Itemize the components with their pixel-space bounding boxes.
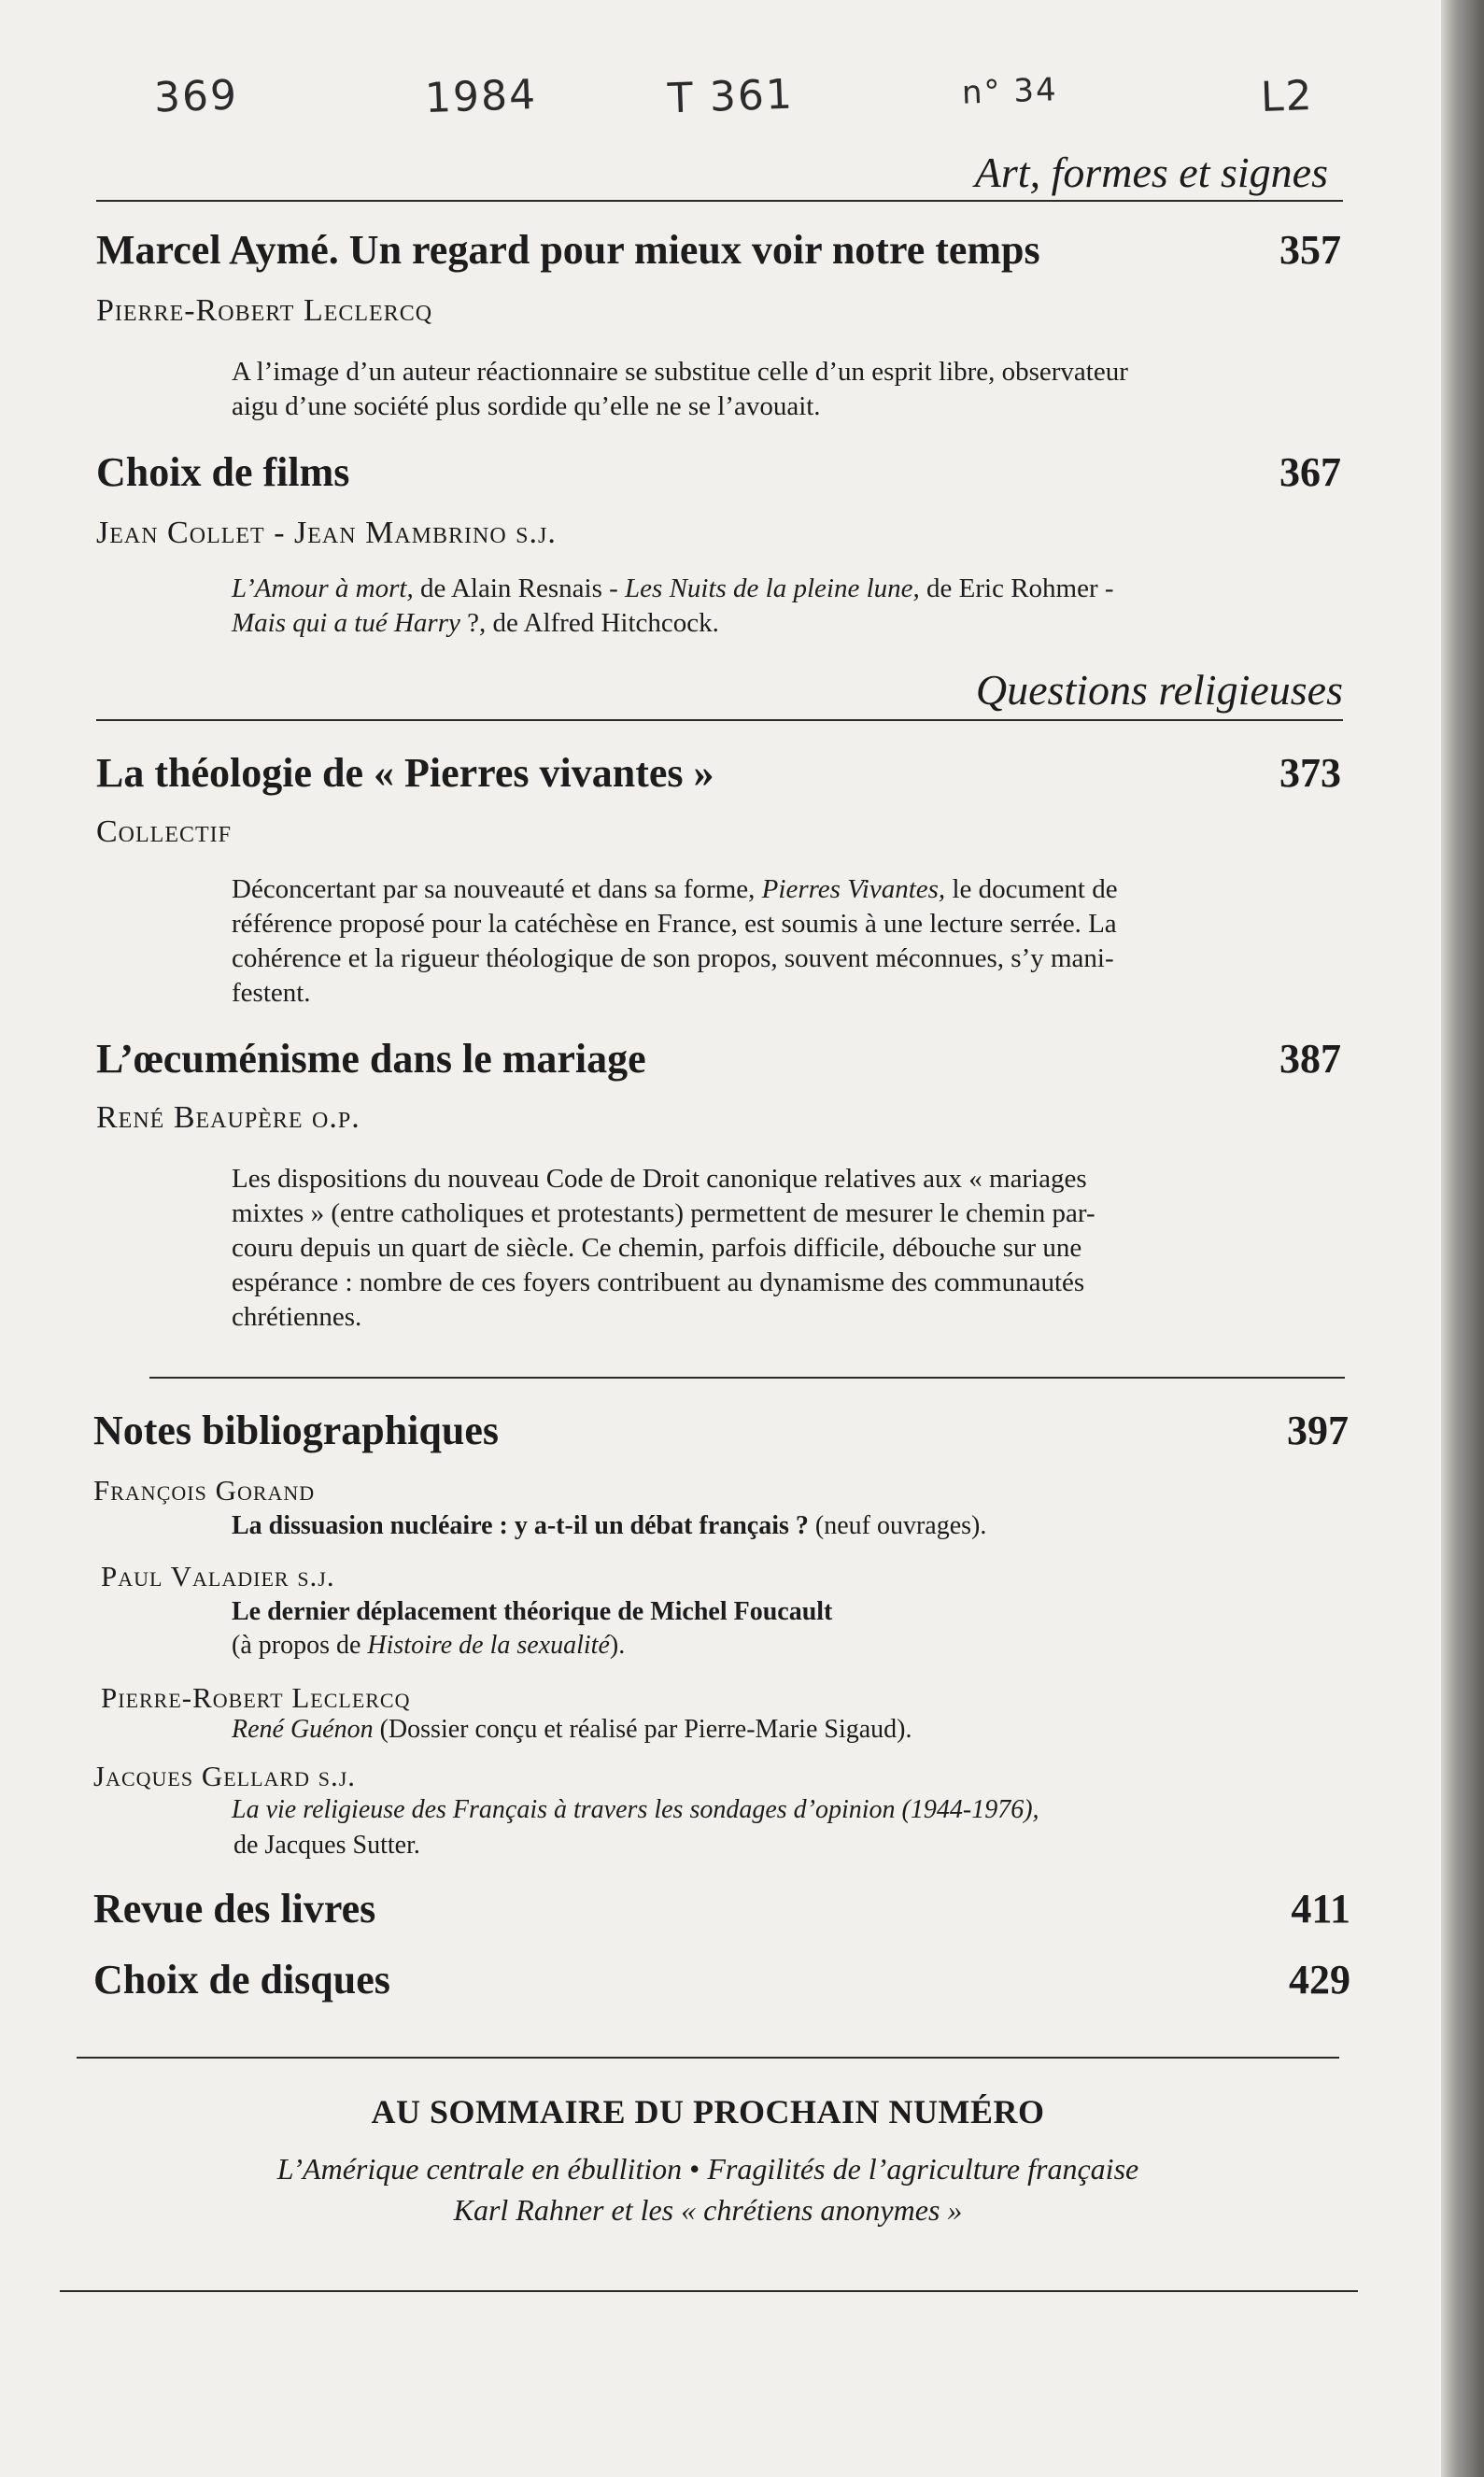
section-heading-art: Art, formes et signes — [974, 149, 1328, 196]
trailing-page: 411 — [1291, 1886, 1350, 1932]
article-page: 387 — [1279, 1036, 1341, 1082]
article-abstract — [232, 872, 1334, 1011]
notes-entry-title: Le dernier déplacement théorique de Michel Foucault — [232, 1597, 833, 1626]
handwritten-mark: 369 — [153, 71, 239, 122]
notes-entry-italic: Histoire de la sexualité — [367, 1631, 610, 1660]
next-issue-item: Fragilités de l’agriculture française — [707, 2152, 1139, 2186]
trailing-title: Revue des livres — [93, 1886, 376, 1932]
trailing-title: Choix de disques — [93, 1957, 390, 2003]
abstract-line: mixtes » (entre catholiques et protestants) permettent de mesurer le chemin par- — [232, 1198, 1095, 1228]
bullet-separator: • — [689, 2152, 700, 2186]
article-title: La théologie de « Pierres vivantes » — [96, 750, 714, 796]
abstract-line: Les dispositions du nouveau Code de Droit canonique relatives aux « mariages — [232, 1164, 1087, 1194]
article-author: Jean Collet - Jean Mambrino s.j. — [96, 516, 557, 550]
article-page: 367 — [1279, 449, 1341, 495]
film-director: de Eric Rohmer - — [919, 573, 1114, 603]
abstract-italic: Pierres Vivantes, — [761, 874, 946, 904]
next-issue-heading: AU SOMMAIRE DU PROCHAIN NUMÉRO — [371, 2093, 1045, 2130]
abstract-line: A l’image d’un auteur réactionnaire se substitue celle d’un esprit libre, observateur — [232, 357, 1128, 387]
article-title: Marcel Aymé. Un regard pour mieux voir notre temps — [96, 227, 1040, 273]
notes-entry-title: La dissuasion nucléaire : y a-t-il un débat français ? — [232, 1511, 809, 1540]
notes-entry-note: ). — [609, 1631, 626, 1660]
abstract-line: aigu d’une société plus sordide qu’elle ne se l’avouait. — [232, 391, 821, 421]
notes-page: 397 — [1287, 1408, 1349, 1453]
article-title: Choix de films — [96, 449, 350, 495]
section-heading-religion: Questions religieuses — [975, 666, 1343, 714]
notes-entry — [232, 1631, 625, 1661]
handwritten-mark: T 361 — [667, 70, 795, 123]
abstract-line: cohérence et la rigueur théologique de son propos, souvent méconnues, s’y mani- — [232, 943, 1114, 973]
article-author: Collectif — [96, 814, 232, 849]
notes-author: François Gorand — [93, 1474, 316, 1507]
abstract-line — [232, 572, 1334, 606]
notes-author: Jacques Gellard s.j. — [93, 1760, 357, 1792]
film-director: ?, de Alfred Hitchcock. — [459, 608, 719, 638]
notes-title: Notes bibliographiques — [93, 1408, 499, 1453]
film-director: de Alain Resnais - — [413, 573, 626, 603]
section-rule — [96, 200, 1343, 202]
notes-entry-note: (à propos de — [232, 1631, 368, 1660]
notes-entry — [232, 1715, 912, 1745]
next-issue-item: Karl Rahner et les « chrétiens anonymes » — [453, 2193, 963, 2227]
article-abstract — [232, 1162, 1334, 1335]
abstract-line: référence proposé pour la catéchèse en France, est soumis à une lecture serrée. La — [232, 909, 1117, 939]
article-author: Pierre-Robert Leclercq — [96, 293, 433, 328]
notes-entry-italic: La vie religieuse des Français à travers les sondages d’opinion (1944-1976), — [232, 1795, 1039, 1824]
abstract-line: espérance : nombre de ces foyers contribuent au dynamisme des communautés — [232, 1267, 1085, 1297]
notes-entry-note: (neuf ouvrages). — [808, 1511, 987, 1540]
notes-entry-italic: René Guénon — [232, 1715, 374, 1744]
bottom-rule — [60, 2290, 1358, 2292]
notes-entry — [232, 1511, 986, 1541]
handwritten-mark: 1984 — [424, 70, 538, 123]
article-page: 357 — [1279, 227, 1341, 273]
next-issue-line — [77, 2152, 1339, 2187]
film-title: Les Nuits de la pleine lune, — [625, 573, 920, 603]
article-abstract — [232, 572, 1334, 641]
section-rule — [96, 719, 1343, 721]
abstract-line: couru depuis un quart de siècle. Ce chemin, parfois difficile, débouche sur une — [232, 1233, 1082, 1263]
article-author: René Beaupère o.p. — [96, 1100, 360, 1135]
notes-author: Paul Valadier s.j. — [101, 1560, 335, 1592]
notes-author: Pierre-Robert Leclercq — [101, 1681, 411, 1714]
next-issue-item: L’Amérique centrale en ébullition — [276, 2152, 683, 2186]
handwritten-mark: n° 34 — [961, 71, 1059, 112]
abstract-line — [232, 872, 1334, 907]
abstract-line: festent. — [232, 978, 311, 1008]
handwritten-mark: L2 — [1260, 72, 1315, 121]
article-page: 373 — [1279, 750, 1341, 796]
article-abstract — [232, 355, 1332, 424]
divider-rule — [77, 2057, 1339, 2059]
film-title: L’Amour à mort, — [232, 573, 414, 603]
page-edge-shadow — [1441, 0, 1484, 2477]
divider-rule — [149, 1377, 1345, 1379]
film-title: Mais qui a tué Harry — [232, 608, 460, 638]
abstract-text: le document de — [945, 874, 1118, 904]
abstract-line: chrétiennes. — [232, 1302, 362, 1332]
abstract-text: Déconcertant par sa nouveauté et dans sa forme, — [232, 874, 762, 904]
trailing-page: 429 — [1289, 1957, 1350, 2003]
notes-entry-note: de Jacques Sutter. — [233, 1831, 420, 1860]
abstract-line — [232, 606, 1334, 641]
article-title: L’œcuménisme dans le mariage — [96, 1036, 646, 1082]
notes-entry-note: (Dossier conçu et réalisé par Pierre-Marie Sigaud). — [373, 1715, 912, 1744]
